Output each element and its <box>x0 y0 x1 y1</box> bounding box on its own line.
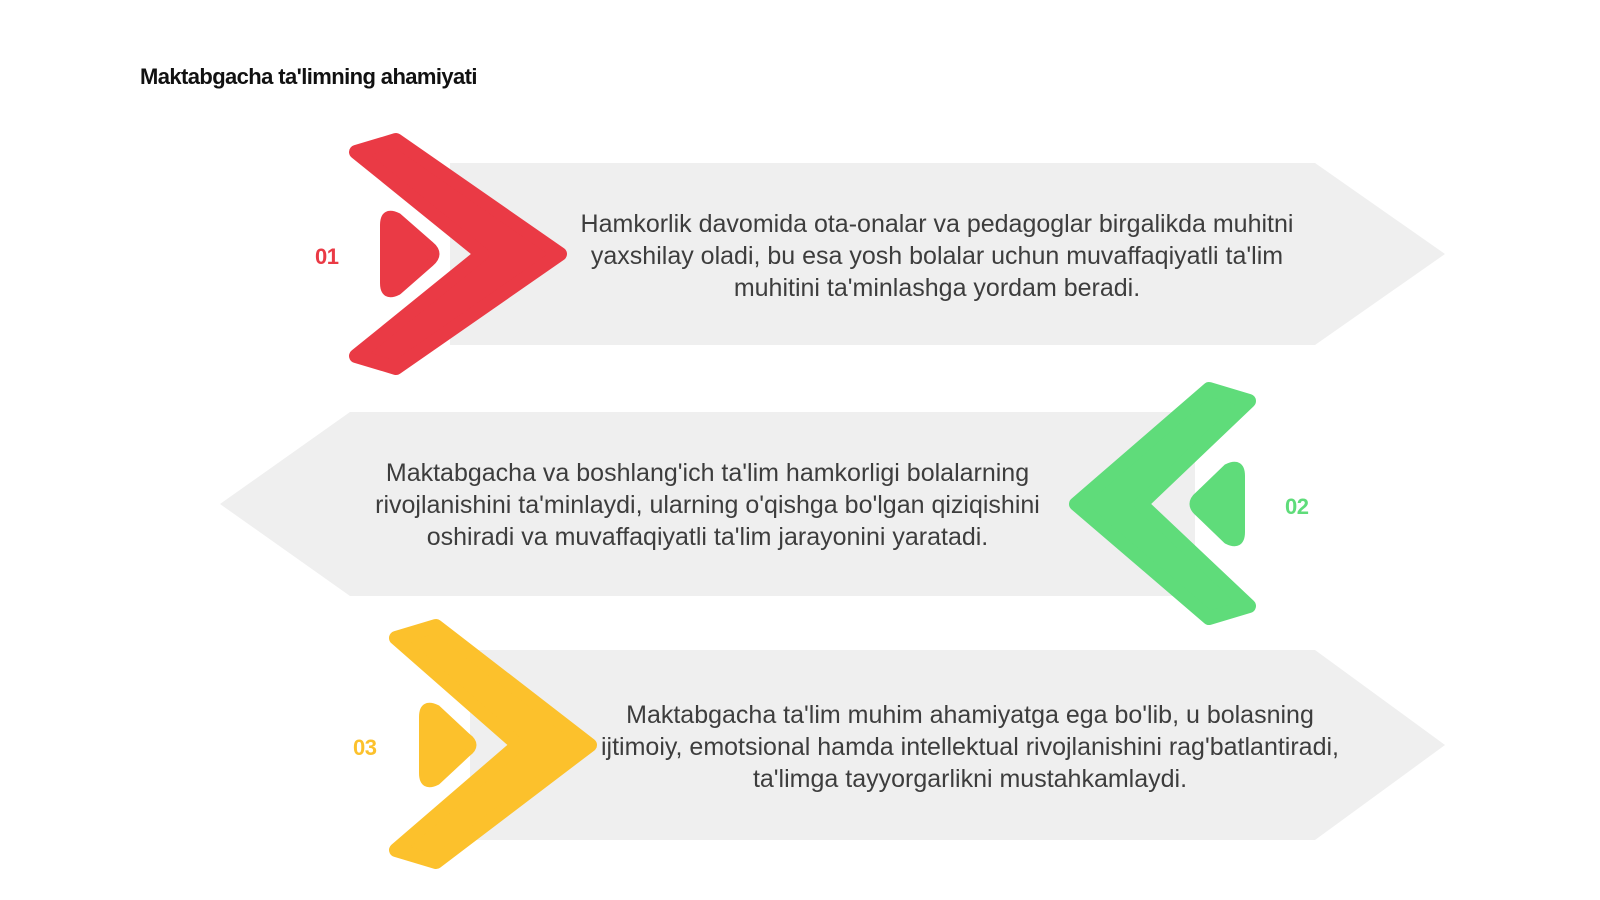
play-icon <box>423 707 473 783</box>
step-number-03: 03 <box>353 735 377 760</box>
step-number-01: 01 <box>315 244 339 269</box>
play-icon <box>384 215 436 293</box>
step-text-02: Maktabgacha va boshlang'ich ta'lim hamkorligi bolalarning rivojlanishini ta'minlaydi, ularning o'qishga bo'lgan qiziqishini oshiradi va muvaffaqiyatli ta'lim jarayonini yaratadi. <box>375 459 1040 551</box>
slide-title: Maktabgacha ta'limning ahamiyati <box>140 64 477 89</box>
step-text-03: Maktabgacha ta'lim muhim ahamiyatga ega bo'lib, u bolasning ijtimoiy, emotsional hamda intellektual rivojlanishini rag'batlantiradi, ta'limga tayyorgarlikni mustahkamlaydi. <box>600 701 1339 793</box>
step-number-02: 02 <box>1285 494 1309 519</box>
play-left-icon <box>1194 466 1242 542</box>
step-text-01: Hamkorlik davomida ota-onalar va pedagoglar birgalikda muhitni yaxshilay oladi, bu esa yosh bolalar uchun muvaffaqiyatli ta'lim muhitini ta'minlashga yordam beradi. <box>580 210 1294 302</box>
